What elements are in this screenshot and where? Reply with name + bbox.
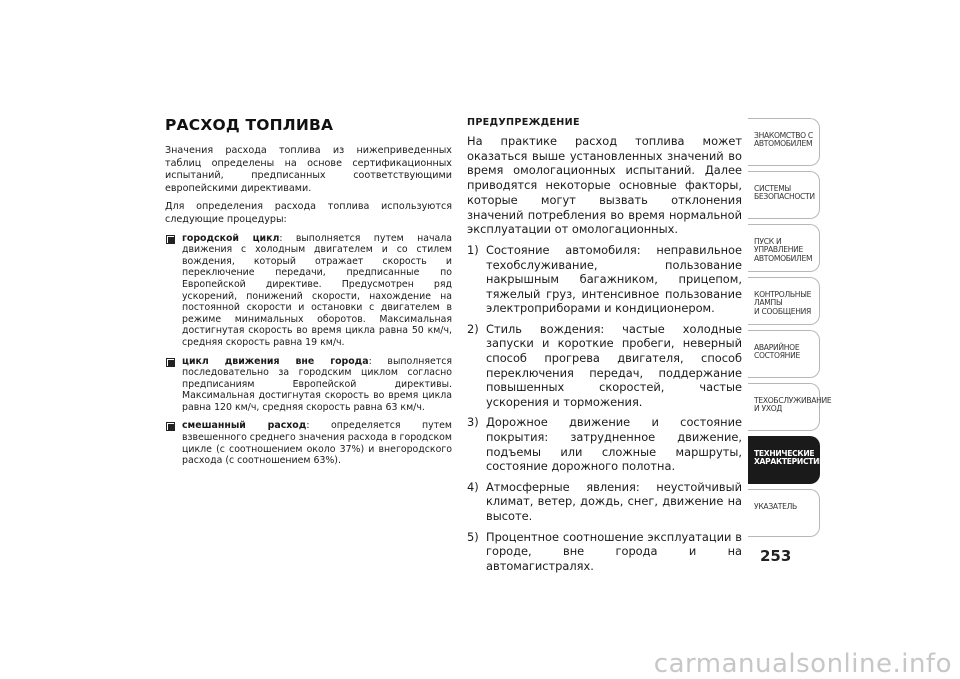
list-item [165, 233, 452, 349]
item-number: 4) [467, 479, 479, 494]
tab-label: ТЕХНИЧЕСКИЕ ХАРАКТЕРИСТИКИ [754, 449, 832, 467]
page-title: РАСХОД ТОПЛИВА [165, 116, 334, 134]
tab-warning-lights[interactable] [748, 277, 820, 325]
tab-technical-specs[interactable] [748, 436, 832, 484]
item-text: Атмосферные явления: неустойчивый климат, ветер, дождь, снег, движение на высоте. [486, 479, 742, 524]
tab-label: АВАРИЙНОЕ СОСТОЯНИЕ [754, 343, 800, 361]
left-column [165, 116, 452, 474]
list-item [467, 322, 742, 410]
list-item [467, 480, 742, 524]
chapter-tabs [748, 118, 832, 542]
tab-maintenance[interactable] [748, 383, 832, 431]
bullet-term: смешанный расход [182, 420, 307, 432]
list-item [467, 243, 742, 316]
tab-label: УКАЗАТЕЛЬ [754, 502, 797, 511]
bullet-term: цикл движения вне города [182, 355, 369, 367]
square-bullet-icon [166, 235, 175, 244]
warning-text: На практике расход топлива может оказаться выше установленных значений во время омологационных испытаний. Далее приводятся некоторые основные факторы, которые могут вызвать отклонения значений потребления во время нормальной эксплуатации от омологационных. [467, 134, 742, 237]
tab-safety-systems[interactable] [748, 171, 820, 219]
bullet-text: : выполняется путем начала движения с холодным двигателем и со стилем вождения, который отражает скорость и переключение передачи, предписанные по Европейской директиве. Предусмотрен ряд ускорений, понижений скорости, нахождение на постоянной скорости и остановки с двигателем в режиме минимальных оборотов. Максимальная достигнутая скорость во время цикла равна 50 км/ч, средняя скорость равна 19 км/ч. [182, 232, 452, 348]
watermark: carmanualsonline.info [653, 649, 952, 679]
tab-vehicle-intro[interactable] [748, 118, 820, 166]
list-item [467, 415, 742, 473]
bullet-term: городской цикл [182, 232, 280, 244]
procedure-list [165, 233, 452, 467]
item-text: Процентное соотношение эксплуатации в городе, вне города и на автомагистралях. [486, 529, 742, 573]
warning-title: ПРЕДУПРЕЖДЕНИЕ [467, 117, 580, 128]
item-number: 5) [467, 529, 479, 544]
list-item [467, 530, 742, 574]
tab-index[interactable] [748, 489, 820, 537]
bullet-text: : выполняется последовательно за городским циклом согласно предписаниям Европейской директивы. Максимальная достигнутая скорость во время цикла равна 120 км/ч, средняя скорость равна 63 км/ч. [182, 355, 452, 413]
tab-label: ТЕХОБСЛУЖИВАНИЕ И УХОД [754, 396, 832, 414]
item-number: 1) [467, 242, 479, 257]
square-bullet-icon [166, 358, 175, 367]
factor-list [467, 243, 742, 573]
tab-label: СИСТЕМЫ БЕЗОПАСНОСТИ [754, 184, 815, 202]
item-text: Дорожное движение и состояние покрытия: затрудненное движение, подъемы или сложные маршруты, состояние дорожного полотна. [486, 415, 742, 474]
item-text: Состояние автомобиля: неправильное техобслуживание, пользование накрышным багажником, прицепом, тяжелый груз, интенсивное пользование электроприборами и кондиционером. [486, 242, 742, 316]
item-text: Стиль вождения: частые холодные запуски и короткие пробеги, неверный способ прогрева двигателя, способ переключения передач, поддержание повышенных скоростей, частые ускорения и торможения. [486, 321, 742, 409]
procedures-paragraph: Для определения расхода топлива используются следующие процедуры: [165, 201, 452, 225]
tab-label: КОНТРОЛЬНЫЕ ЛАМПЫ И СООБЩЕНИЯ [754, 290, 812, 316]
square-bullet-icon [166, 422, 175, 431]
item-number: 2) [467, 321, 479, 336]
bullet-text: : определяется путем взвешенного среднего значения расхода в городском цикле (с соотношением около 37%) и внегородского расхода (с соотношением 63%). [182, 420, 452, 467]
intro-paragraph: Значения расхода топлива из нижеприведенных таблиц определены на основе сертификационных испытаний, предписанных соответствующими европейскими директивами. [165, 145, 452, 194]
list-item [165, 356, 452, 414]
tab-start-driving[interactable] [748, 224, 820, 272]
tab-label: ПУСК И УПРАВЛЕНИЕ АВТОМОБИЛЕМ [754, 237, 813, 263]
tab-label: ЗНАКОМСТВО С АВТОМОБИЛЕМ [754, 131, 813, 149]
list-item [165, 420, 452, 466]
tab-emergency[interactable] [748, 330, 820, 378]
right-column [467, 117, 742, 579]
item-number: 3) [467, 415, 479, 430]
page-number: 253 [760, 547, 792, 565]
